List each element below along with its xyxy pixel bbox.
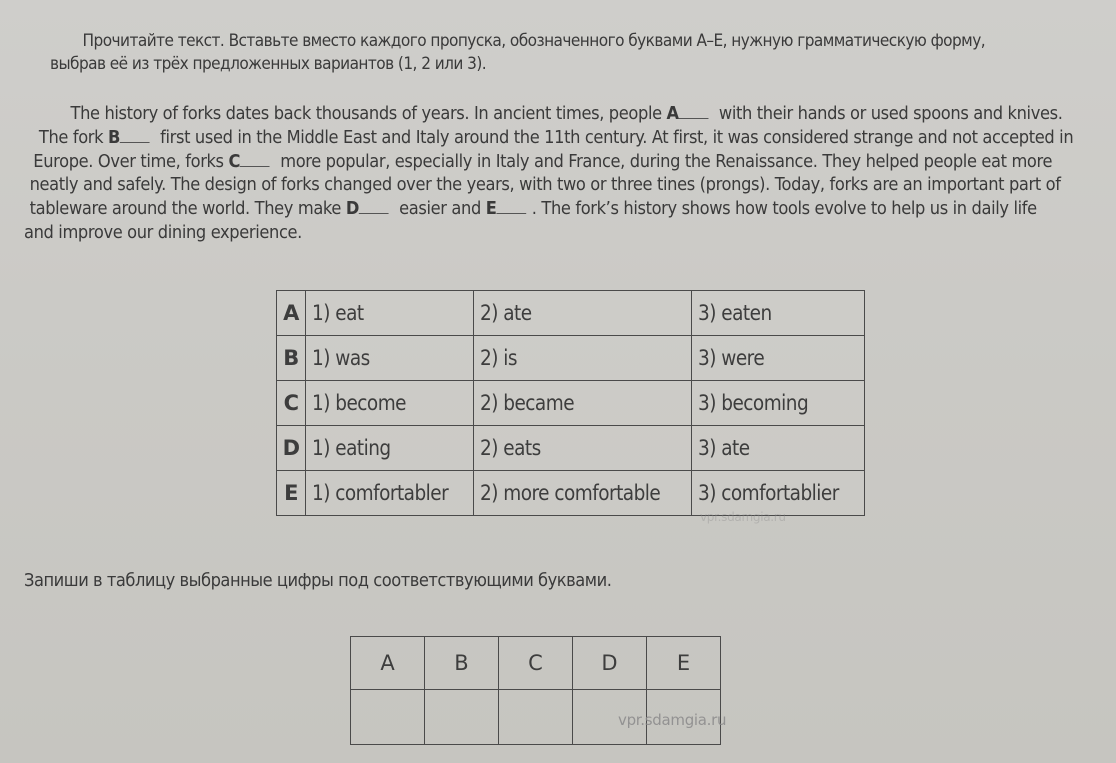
options-row-c [277,381,865,426]
option-cell: 3) ate [691,426,864,471]
gap-blank-c [240,152,270,167]
options-row-a [277,291,865,336]
gap-blank-d [359,199,389,214]
option-cell: 1) comfortabler [306,471,474,516]
passage-line-5: tableware around the world. They make D easier and E . The fork’s history shows how tools evolve to help us in daily life [29,199,1037,220]
option-cell: 2) eats [473,426,691,471]
option-cell: 2) more comfortable [473,471,691,516]
row-letter: A [277,291,306,336]
option-cell: 2) ate [473,291,691,336]
answer-header-row [351,637,721,690]
gap-label-e: E [485,199,497,220]
passage-line-1: The history of forks dates back thousands of years. In ancient times, people A with their hands or used spoons and knives. [70,104,1063,124]
answer-prompt: Запиши в таблицу выбранные цифры под соответствующими буквами. [24,571,612,591]
answer-header-a: A [351,637,425,690]
passage-line-4: neatly and safely. The design of forks changed over the years, with two or three tines (prongs). Today, forks are an important part of [29,175,1061,196]
options-table [276,290,865,516]
option-cell: 1) become [306,381,474,426]
gap-label-a: A [666,104,679,124]
gap-label-b: B [107,127,121,148]
row-letter: E [277,471,306,516]
row-letter: D [277,426,306,471]
passage-line-6: and improve our dining experience. [24,222,302,243]
gap-label-d: D [345,199,360,220]
option-cell: 2) is [473,336,691,381]
gap-blank-b [120,128,150,143]
options-row-d [277,426,865,471]
option-cell: 3) becoming [691,381,864,426]
option-cell: 3) eaten [691,291,864,336]
passage-line-2: The fork B first used in the Middle East and Italy around the 11th century. At first, it was considered strange and not accepted in [38,127,1074,148]
options-row-b [277,336,865,381]
passage-line-3: Europe. Over time, forks C more popular, especially in Italy and France, during the Renaissance. They helped people eat more [33,151,1053,172]
task-instruction: Прочитайте текст. Вставьте вместо каждого пропуска, обозначенного буквами A–E, нужную грамматическую форму, выбрав её из трёх предложенных вариантов (1, 2 или 3). [50,31,986,73]
option-cell: 1) eating [306,426,474,471]
answer-cell-c[interactable] [499,690,573,745]
option-cell: 3) were [691,336,864,381]
watermark: vpr.sdamgia.ru [618,711,727,729]
gap-blank-e [496,199,526,214]
answer-cell-a[interactable] [351,690,425,745]
answer-header-e: E [647,637,721,690]
answer-header-b: B [425,637,499,690]
options-row-e [277,471,865,516]
gap-blank-a [679,104,709,119]
row-letter: B [277,336,306,381]
reading-passage [24,103,1075,246]
watermark-faint: vpr.sdamgia.ru [700,510,786,524]
option-cell: 3) comfortablier [691,471,864,516]
answer-cell-b[interactable] [425,690,499,745]
option-cell: 1) was [306,336,474,381]
row-letter: C [277,381,306,426]
answer-header-c: C [499,637,573,690]
option-cell: 1) eat [306,291,474,336]
answer-header-d: D [573,637,647,690]
gap-label-c: C [228,151,241,172]
option-cell: 2) became [473,381,691,426]
